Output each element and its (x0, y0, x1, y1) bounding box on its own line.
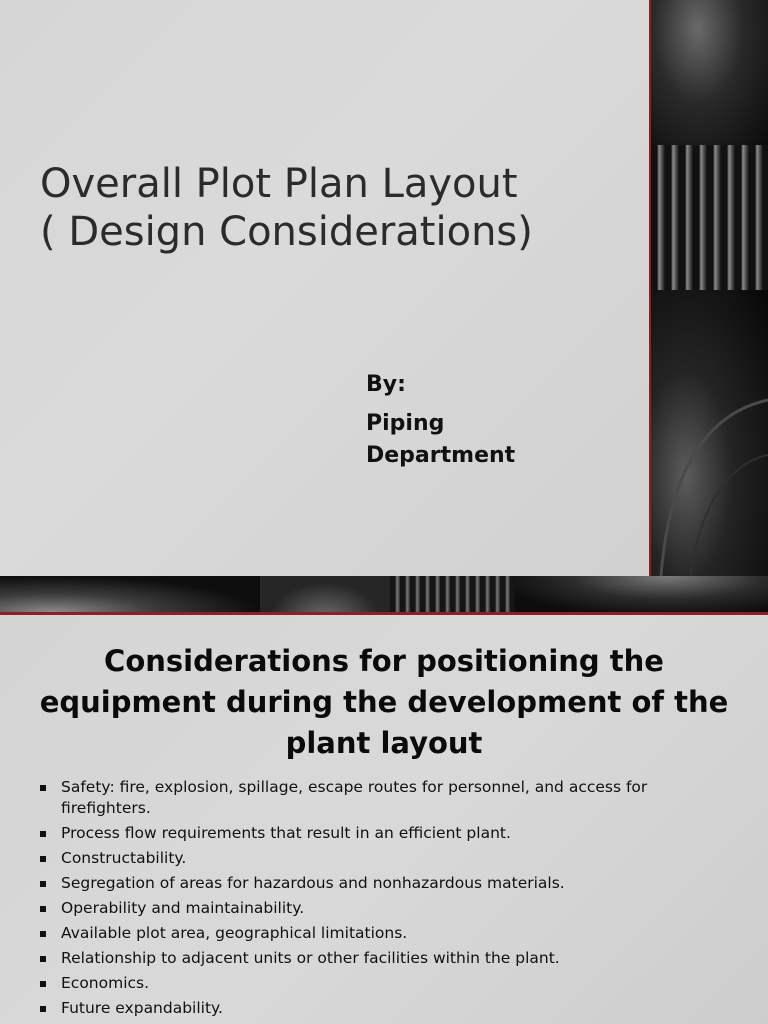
list-item: Segregation of areas for hazardous and nonhazardous materials. (38, 873, 738, 894)
decorative-image-panel (651, 0, 768, 576)
content-slide (0, 615, 768, 1024)
decorative-image-ribbed (651, 145, 768, 290)
decorative-image-top (651, 0, 768, 145)
slide-heading: Considerations for positioning the equipment during the development of the plant layout (39, 644, 729, 760)
list-item: Relationship to adjacent units or other facilities within the plant. (38, 948, 738, 969)
list-item: Constructability. (38, 848, 738, 869)
decorative-curve (651, 290, 768, 576)
list-item: Available plot area, geographical limitations. (38, 923, 738, 944)
decorative-strip-metal (515, 576, 768, 612)
list-item: Future expandability. (38, 998, 738, 1019)
slide-title-line1: Overall Plot Plan Layout (40, 161, 518, 207)
slide-title-line2: ( Design Considerations) (40, 209, 533, 255)
list-item: Operability and maintainability. (38, 898, 738, 919)
decorative-strip-curve (260, 576, 390, 612)
list-item: Process flow requirements that result in an efficient plant. (38, 823, 738, 844)
bullet-list (38, 777, 738, 1023)
slide-title (40, 160, 640, 256)
by-label: By: (366, 372, 406, 397)
author-name: Piping Department (366, 411, 516, 468)
decorative-strip-wheel (0, 576, 260, 612)
list-item: Safety: fire, explosion, spillage, escape routes for personnel, and access for firefighters. (38, 777, 738, 819)
decorative-image-strip (0, 576, 768, 612)
list-item: Economics. (38, 973, 738, 994)
decorative-strip-ribbed (390, 576, 515, 612)
